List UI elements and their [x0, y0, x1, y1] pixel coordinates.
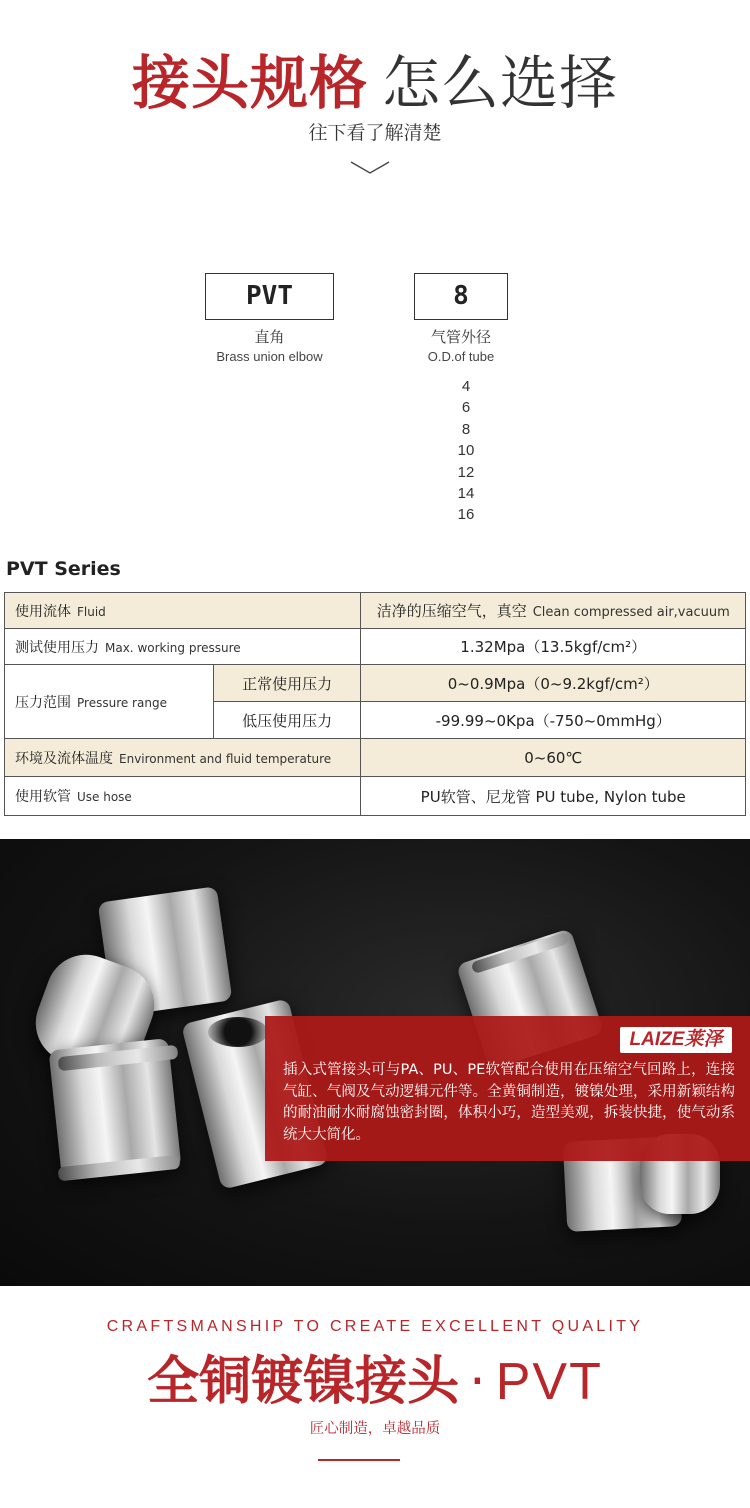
page-subtitle: 往下看了解清楚 [308, 122, 442, 144]
product-headline [0, 1349, 750, 1415]
product-description: 插入式管接头可与PA、PU、PE软管配合使用在压缩空气回路上，连接气缸、气阀及气动逻辑元件等。全黄铜制造，镀镍处理，采用新颖结构的耐油耐水耐腐蚀密封圈，体积小巧，造型美观，拆装快捷，使气动系统大大简化。 [283, 1062, 735, 1143]
model-name-en: Brass union elbow [216, 349, 323, 364]
spec-label: 压力范围 Pressure range [5, 665, 214, 739]
spec-label: 使用软管 Use hose [5, 777, 361, 816]
table-row [5, 593, 746, 629]
spec-table [4, 592, 746, 816]
product-headline-dot: · [469, 1352, 486, 1412]
spec-value: -99.99~0Kpa（-750~0mmHg） [361, 702, 746, 739]
table-row [5, 665, 746, 702]
page-title-accent: 接头规格 [131, 49, 368, 117]
size-option: 6 [461, 399, 471, 417]
spec-value: 洁净的压缩空气，真空 Clean compressed air,vacuum [361, 593, 746, 629]
size-option: 12 [457, 463, 475, 481]
spec-label: 测试使用压力 Max. working pressure [5, 629, 361, 665]
size-option: 16 [457, 506, 475, 524]
spec-sublabel: 低压使用压力 [213, 702, 361, 739]
page-title [0, 48, 750, 118]
size-name-en: O.D.of tube [427, 349, 495, 364]
spec-value: 0~0.9Mpa（0~9.2kgf/cm²） [361, 665, 746, 702]
size-option: 8 [461, 420, 471, 438]
spec-label: 使用流体 Fluid [5, 593, 361, 629]
tagline: 匠心制造，卓越品质 [309, 1421, 441, 1437]
model-name-cn: 直角 [254, 328, 285, 346]
size-name-cn: 气管外径 [430, 328, 491, 346]
size-code-box: 8 [414, 273, 508, 320]
size-option: 10 [457, 442, 475, 460]
spec-value: 0~60℃ [361, 739, 746, 777]
product-headline-model: PVT [495, 1353, 603, 1411]
fitting-bore [208, 1017, 268, 1047]
size-option: 4 [461, 378, 471, 395]
model-code-box: PVT [205, 273, 334, 320]
brand-logo: LAIZE莱泽 [620, 1027, 732, 1053]
craft-slogan: CRAFTSMANSHIP TO CREATE EXCELLENT QUALITY [106, 1318, 644, 1335]
chevron-down-icon [350, 158, 390, 178]
spec-label: 环境及流体温度 Environment and fluid temperature [5, 739, 361, 777]
spec-sublabel: 正常使用压力 [213, 665, 361, 702]
series-title: PVT Series [6, 558, 121, 580]
spec-value: 1.32Mpa（13.5kgf/cm²） [361, 629, 746, 665]
spec-value: PU软管、尼龙管 PU tube, Nylon tube [361, 777, 746, 816]
table-row [5, 777, 746, 816]
product-headline-cn: 全铜镀镍接头 [147, 1352, 460, 1412]
footer-divider [318, 1459, 400, 1461]
page-title-rest: 怎么选择 [382, 49, 619, 117]
table-row [5, 739, 746, 777]
size-options-list [436, 376, 496, 526]
size-option: 14 [457, 485, 475, 503]
table-row [5, 629, 746, 665]
